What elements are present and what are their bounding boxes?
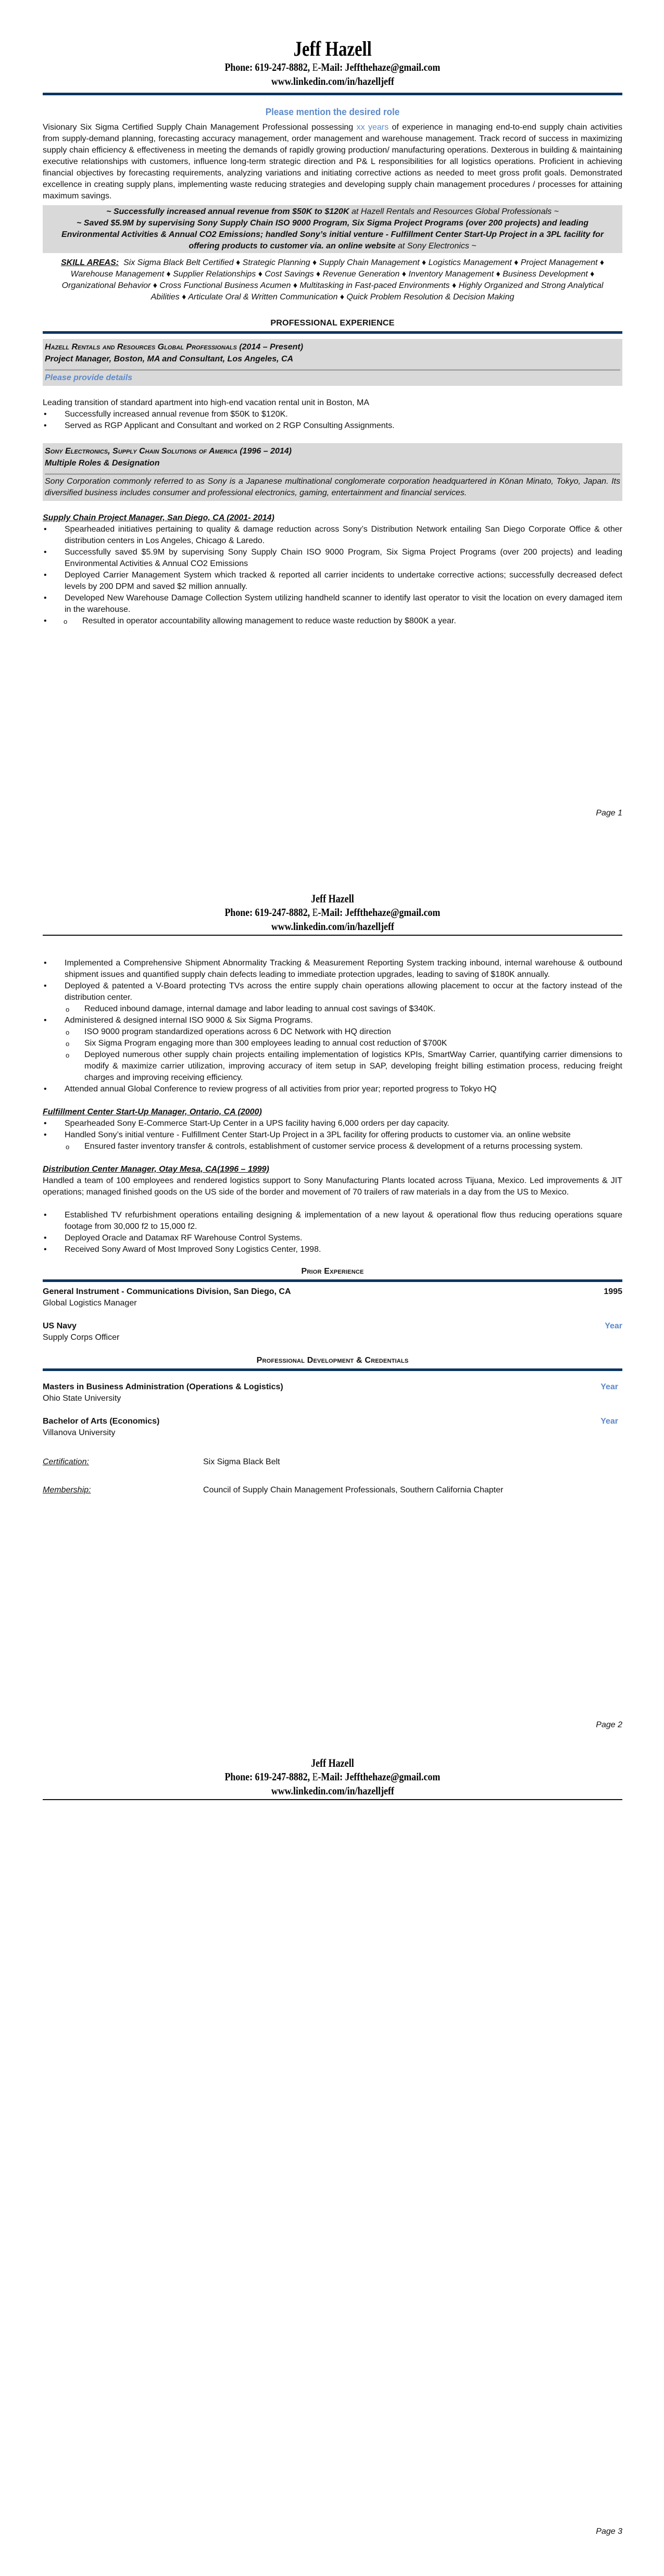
page-number: Page 1: [596, 809, 622, 818]
candidate-name: Jeff Hazell: [311, 892, 354, 905]
degree-year-placeholder: Year: [600, 1383, 618, 1391]
membership-row: [43, 1485, 622, 1496]
role-title: Supply Chain Project Manager, San Diego, CA (2001- 2014): [43, 513, 274, 522]
company-dates: (1996 – 2014): [237, 447, 292, 456]
list-item: • Implemented a Comprehensive Shipment Abnormality Tracking & Measurement Reporting System tracking inbound, internal warehouse & outbound shipment issues and quantified supply chain defects leading to immediate protection upgrades, leading to saving of $180K annually.: [65, 958, 622, 981]
prior-org: US Navy: [43, 1322, 77, 1330]
list-item: • Deployed Oracle and Datamax RF Warehouse Control Systems.: [65, 1233, 622, 1244]
list-item: • Attended annual Global Conference to review progress of all activities from prior year; reported progress to Tokyo HQ: [65, 1084, 622, 1095]
prior-item: [43, 1286, 622, 1309]
role-title: Distribution Center Manager, Otay Mesa, CA(1996 – 1999): [43, 1165, 269, 1174]
email[interactable]: -Mail: Jeffthehaze@gmail.com: [318, 1770, 441, 1783]
company-header-sony: [43, 443, 622, 501]
section-title-education: Professional Development & Credentials: [256, 1356, 409, 1365]
page-1-content: [43, 37, 622, 627]
prior-year: 1995: [604, 1287, 622, 1296]
education-item: [43, 1381, 622, 1404]
details-placeholder: Please provide details: [45, 373, 133, 382]
prior-role: Supply Corps Officer: [43, 1333, 120, 1342]
email-prefix: E: [312, 1770, 318, 1783]
prior-role: Global Logistics Manager: [43, 1299, 137, 1308]
summary-paragraph: [43, 122, 622, 202]
list-item: • Established TV refurbishment operations entailing designing & implementation of a new layout & operational flow thus reducing operations square footage from 30,000 f2 to 15,000 f2.: [65, 1210, 622, 1233]
highlight-1-rest: at Hazell Rentals and Resources Global Professionals ~: [349, 207, 559, 216]
role-sub-bullets: [43, 615, 622, 627]
contact-line: [225, 60, 441, 74]
list-item: • Spearheaded Sony E-Commerce Start-Up Center in a UPS facility having 6,000 orders per day capacity.: [65, 1118, 622, 1129]
sub-list-item: o Six Sigma Program engaging more than 300 employees leading to annual cost reduction of $700K: [84, 1038, 622, 1049]
role-intro: Handled a team of 100 employees and rendered logistics support to Sony Manufacturing Plants located across Tijuana, Mexico. Led improvements & JIT operations; managed finished goods on the US side of the border and movement of 70 trailers of raw materials in a day from the US to Mexico.: [43, 1176, 622, 1197]
certification-label: Certification:: [43, 1457, 89, 1466]
email-prefix: E: [312, 61, 318, 73]
skill-areas-label: SKILL AREAS:: [60, 258, 119, 267]
degree: Bachelor of Arts (Economics): [43, 1417, 160, 1426]
resume-header: [43, 1756, 622, 1798]
sub-list-wrapper: [65, 615, 622, 627]
sub-list-item: o • Resulted in operator accountability allowing management to reduce waste reduction by $800K a year.: [82, 615, 622, 627]
phone: Phone: 619-247-8882,: [224, 906, 310, 919]
job-title: Project Manager, Boston, MA and Consultant, Los Angeles, CA: [45, 355, 294, 363]
email[interactable]: -Mail: Jeffthehaze@gmail.com: [318, 906, 441, 919]
highlights-box: [43, 205, 622, 253]
company-description: Sony Corporation commonly referred to as Sony is a Japanese multinational conglomerate corporation headquartered in Kōnan Minato, Tokyo, Japan. Its diversified business includes consumer and professional electronics, gaming, entertainment and financial services.: [45, 477, 620, 497]
summary-rest: of experience in managing end-to-end supply chain activities from supply-demand planning, forecasting accuracy management, order management and warehouse management. Track record of success in maximizing supply chain efficiency & effectiveness in meeting the demands of rapidly growing production/ manufacturing operations. Dexterous in building & maintaining executive relationships with customers, influence long-term strategic direction and P& L responsibilities for all logistics operations. Proficient in achieving financial objectives by forecasting requirements, analyzing variations and initiating corrective actions as needed to meet gross profit goals. Demonstrated excellence in creating supply plans, implementing waste reducing strategies and developing supply chain management procedures / processes for attaining maximum savings.: [43, 123, 622, 200]
years-placeholder: xx years: [356, 123, 389, 132]
iso-sub-bullets: [65, 1026, 622, 1084]
job-title: Multiple Roles & Designation: [45, 459, 160, 468]
highlight-2-rest: at Sony Electronics ~: [395, 242, 477, 250]
hazell-bullets: [43, 409, 622, 432]
experience-divider: [43, 331, 622, 334]
page-2-content: [43, 891, 622, 1496]
resume-header: [43, 891, 622, 934]
iso-bullet: [43, 1015, 622, 1026]
linkedin-link[interactable]: www.linkedin.com/in/hazelljeff: [271, 75, 394, 87]
sub-list-item: o Reduced inbound damage, internal damage and labor leading to annual cost savings of $340K.: [84, 1003, 622, 1015]
prior-divider: [43, 1279, 622, 1282]
header-divider: [43, 93, 622, 95]
email-prefix: E: [312, 906, 318, 919]
membership-value: Council of Supply Chain Management Professionals, Southern California Chapter: [203, 1486, 504, 1494]
resume-header: [43, 37, 622, 89]
certification-value: Six Sigma Black Belt: [203, 1457, 280, 1466]
company-divider: [45, 369, 620, 371]
page-number: Page 3: [596, 2527, 622, 2536]
prior-year-placeholder: Year: [605, 1322, 622, 1330]
prior-org: General Instrument - Communications Division, San Diego, CA: [43, 1287, 291, 1296]
skill-areas-list: Six Sigma Black Belt Certified ♦ Strategic Planning ♦ Supply Chain Management ♦ Logistics Management ♦ Project Management ♦ Warehouse Management ♦ Supplier Relationships ♦ Cost Savings ♦ Revenue Generation ♦ Inventory Management ♦ Business Development ♦ Organizational Behavior ♦ Cross Functional Business Acumen ♦ Multitasking in Fast-paced Environments ♦ Highly Organized and Strong Analytical Abilities ♦ Articulate Oral & Written Communication ♦ Quick Problem Resolution & Decision Making: [61, 258, 605, 301]
linkedin-link[interactable]: www.linkedin.com/in/hazelljeff: [271, 1785, 394, 1797]
list-item: • Spearheaded initiatives pertaining to quality & damage reduction across Sony’s Distribution Network entailing San Diego Corporate Office & other distribution centers in Los Angeles, Chicago & Laredo.: [65, 524, 622, 547]
degree-year-placeholder: Year: [600, 1417, 618, 1426]
role-bullets-continued: [43, 958, 622, 1003]
skill-areas: [43, 257, 622, 303]
conference-bullet: [43, 1084, 622, 1095]
list-item: • Successfully increased annual revenue from $50K to $120K.: [65, 409, 622, 420]
highlight-2: [47, 218, 618, 252]
role-bullets: [43, 1118, 622, 1141]
section-title-experience: PROFESSIONAL EXPERIENCE: [270, 319, 395, 328]
contact-line: [225, 1770, 441, 1784]
school: Ohio State University: [43, 1394, 121, 1403]
highlight-1: [47, 206, 618, 218]
header-divider: [43, 935, 622, 936]
email[interactable]: -Mail: Jeffthehaze@gmail.com: [318, 61, 441, 73]
school: Villanova University: [43, 1428, 116, 1437]
highlight-2-bold: ~ Saved $5.9M by supervising Sony Supply Chain ISO 9000 Program, Six Sigma Project Programs (over 200 projects) and leading Environmental Activities & Annual CO2 Emissions; handled Sony’s initial venture - Fulfillment Center Start-Up Project in a 3PL facility for offering products to customer via. an online website: [61, 219, 604, 250]
company-dates: (2014 – Present): [236, 343, 304, 351]
list-item: • Successfully saved $5.9M by supervising Sony Supply Chain ISO 9000 Program, Six Sigma Project Programs (over 200 projects) and leading Environmental Activities & Annual CO2 Emissions: [65, 547, 622, 570]
phone: Phone: 619-247-8882,: [224, 1770, 310, 1783]
hazell-intro: Leading transition of standard apartment into high-end vacation rental unit in Boston, MA: [43, 398, 370, 407]
phone: Phone: 619-247-8882,: [224, 61, 310, 73]
prior-item: [43, 1321, 622, 1343]
vboard-sub-bullets: [65, 1003, 622, 1015]
role-bullets: [43, 524, 622, 615]
certification-row: [43, 1456, 622, 1468]
section-title-prior: Prior Experience: [301, 1267, 364, 1276]
page-number: Page 2: [596, 1720, 622, 1729]
education-item: [43, 1416, 622, 1439]
candidate-name: Jeff Hazell: [293, 37, 372, 60]
company-name: Hazell Rentals and Resources Global Professionals: [45, 343, 237, 351]
company-name: Sony Electronics, Supply Chain Solutions of America: [45, 447, 237, 456]
candidate-name: Jeff Hazell: [311, 1756, 354, 1769]
role-bullets: [43, 1210, 622, 1255]
degree: Masters in Business Administration (Operations & Logistics): [43, 1383, 283, 1391]
sub-list-item: o ISO 9000 program standardized operations across 6 DC Network with HQ direction: [84, 1026, 622, 1038]
highlight-1-bold: ~ Successfully increased annual revenue from $50K to $120K: [106, 207, 349, 216]
company-divider: [45, 473, 620, 475]
education-divider: [43, 1368, 622, 1371]
list-item: • Administered & designed internal ISO 9000 & Six Sigma Programs.: [65, 1015, 622, 1026]
header-divider: [43, 1799, 622, 1800]
sub-list-item: o Deployed numerous other supply chain projects entailing implementation of logistics KPIs, SmartWay Carrier, quantifying carrier dimensions to modify & maximize carrier utilization, improving accuracy of item setup in SAP, developing freight billing estimation process, reducing freight charges and improving receiving efficiency.: [84, 1049, 622, 1084]
list-item: • Deployed Carrier Management System which tracked & reported all carrier incidents to undertake corrective actions; successfully decreased defect levels by 200 DPM and saved $2 million annually.: [65, 570, 622, 593]
summary-start: Visionary Six Sigma Certified Supply Chain Management Professional possessing: [43, 123, 357, 132]
linkedin-link[interactable]: www.linkedin.com/in/hazelljeff: [271, 920, 394, 933]
sub-list-item: o Ensured faster inventory transfer & controls, establishment of customer service process & development of a returns processing system.: [84, 1141, 622, 1152]
membership-label: Membership:: [43, 1486, 91, 1494]
company-header-hazell: [43, 339, 622, 386]
list-item: • Served as RGP Applicant and Consultant and worked on 2 RGP Consulting Assignments.: [65, 420, 622, 432]
contact-line: [225, 906, 441, 920]
role-sub-bullets: [65, 1141, 622, 1152]
desired-role-placeholder: Please mention the desired role: [265, 107, 400, 117]
role-title: Fulfillment Center Start-Up Manager, Ontario, CA (2000): [43, 1108, 262, 1116]
page-3-content: [43, 1756, 622, 1800]
list-item: • Developed New Warehouse Damage Collection System utilizing handheld scanner to identify last operator to visit the location on every damaged item in the warehouse.: [65, 593, 622, 615]
list-item: • Handled Sony’s initial venture - Fulfillment Center Start-Up Project in a 3PL facility for offering products to customer via. an online website: [65, 1129, 622, 1141]
list-item: • Deployed & patented a V-Board protecting TVs across the entire supply chain operations allowing placement to occur at the factory instead of the distribution center.: [65, 981, 622, 1003]
list-item: • Received Sony Award of Most Improved Sony Logistics Center, 1998.: [65, 1244, 622, 1255]
